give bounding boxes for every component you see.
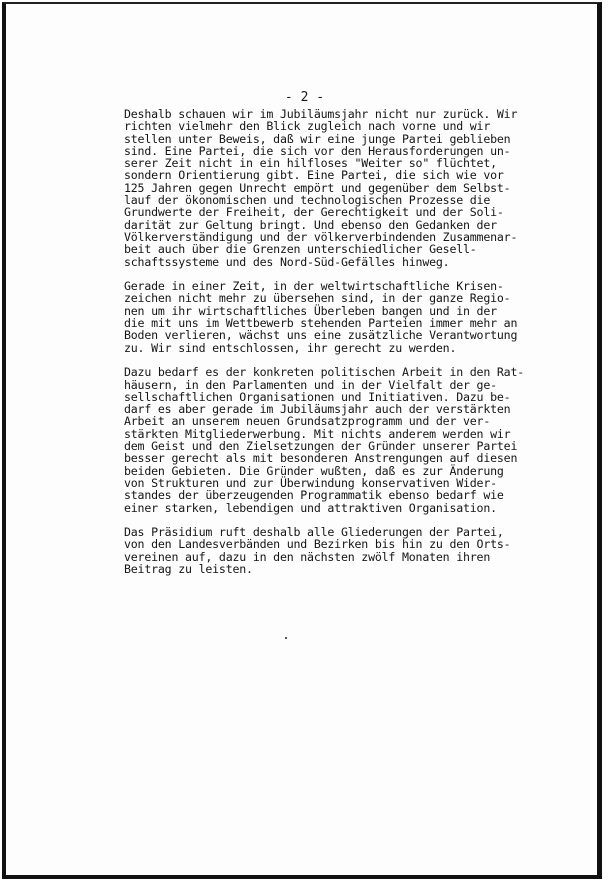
text-line: Boden verlieren, wächst uns eine zusätzliche Verantwortung bbox=[124, 328, 518, 343]
text-line: beiden Gebieten. Die Gründer wußten, daß es zur Änderung bbox=[124, 463, 504, 478]
paragraph bbox=[124, 280, 544, 354]
text-line: Dazu bedarf es der konkreten politischen Arbeit in den Rat- bbox=[124, 365, 525, 380]
text-line: die mit uns im Wettbewerb stehenden Parteien immer mehr an bbox=[124, 316, 518, 331]
text-line: vereinen auf, dazu in den nächsten zwölf Monaten ihren bbox=[124, 549, 491, 564]
text-line: Grundwerte der Freiheit, der Gerechtigkeit und der Soli- bbox=[124, 205, 504, 220]
text-line: dem Geist und den Zielsetzungen der Gründer unserer Partei bbox=[124, 439, 518, 454]
text-line: Das Präsidium ruft deshalb alle Gliederungen der Partei, bbox=[124, 525, 504, 540]
text-line: zu. Wir sind entschlossen, ihr gerecht zu werden. bbox=[124, 340, 457, 355]
text-line: serer Zeit nicht in ein hilfloses "Weiter so" flüchtet, bbox=[124, 156, 497, 171]
text-line: besser gerecht als mit besonderen Anstrengungen auf diesen bbox=[124, 451, 518, 466]
text-line: richten vielmehr den Blick zugleich nach vorne und wir bbox=[124, 119, 491, 134]
text-line: Arbeit an unserem neuen Grundsatzprogramm und der ver- bbox=[124, 414, 491, 429]
text-line: sellschaftlichen Organisationen und Initiativen. Dazu be- bbox=[124, 389, 511, 404]
text-line: stärkten Mitgliederwerbung. Mit nichts anderem werden wir bbox=[124, 426, 511, 441]
paragraph bbox=[124, 526, 544, 575]
paragraph bbox=[124, 108, 544, 268]
text-line: von den Landesverbänden und Bezirken bis hin zu den Orts- bbox=[124, 537, 511, 552]
text-line: häusern, in den Parlamenten und in der Vielfalt der ge- bbox=[124, 377, 497, 392]
text-line: von Strukturen und zur Überwindung konservativen Wider- bbox=[124, 475, 497, 490]
page-number: - 2 - bbox=[284, 90, 325, 105]
text-line: nen um ihr wirtschaftliches Überleben bangen und in der bbox=[124, 303, 497, 318]
text-line: schaftssysteme und des Nord-Süd-Gefälles hinweg. bbox=[124, 254, 450, 269]
scan-speck bbox=[285, 637, 287, 639]
text-line: 125 Jahren gegen Unrecht empört und gegenüber dem Selbst- bbox=[124, 180, 511, 195]
text-line: darf es aber gerade im Jubiläumsjahr auch der verstärkten bbox=[124, 402, 511, 417]
text-line: standes der überzeugenden Programmatik ebenso bedarf wie bbox=[124, 488, 504, 503]
text-line: stellen unter Beweis, daß wir eine junge Partei geblieben bbox=[124, 131, 511, 146]
text-line: beit auch über die Grenzen unterschiedlicher Gesell- bbox=[124, 242, 477, 257]
text-line: einer starken, lebendigen und attraktiven Organisation. bbox=[124, 500, 497, 515]
paragraph bbox=[124, 366, 544, 514]
text-line: zeichen nicht mehr zu übersehen sind, in der ganze Regio- bbox=[124, 291, 511, 306]
document-body bbox=[124, 108, 544, 588]
text-line: Beitrag zu leisten. bbox=[124, 561, 253, 576]
text-line: Gerade in einer Zeit, in der weltwirtschaftliche Krisen- bbox=[124, 279, 504, 294]
text-line: Völkerverständigung und der völkerverbindenden Zusammenar- bbox=[124, 229, 518, 244]
text-line: Deshalb schauen wir im Jubiläumsjahr nicht nur zurück. Wir bbox=[124, 107, 518, 121]
text-line: sondern Orientierung gibt. Eine Partei, die sich wie vor bbox=[124, 168, 504, 183]
text-line: sind. Eine Partei, die sich vor den Herausforderungen un- bbox=[124, 143, 511, 158]
text-line: lauf der ökonomischen und technologischen Prozesse die bbox=[124, 193, 491, 208]
text-line: darität zur Geltung bringt. Und ebenso den Gedanken der bbox=[124, 217, 497, 232]
